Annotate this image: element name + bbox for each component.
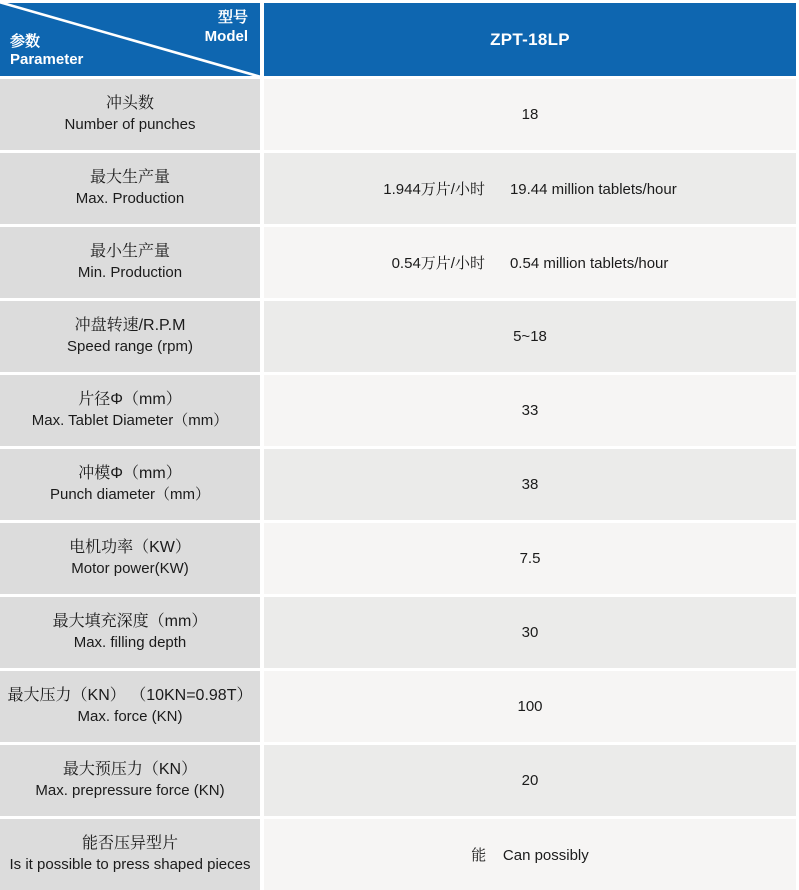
- header-parameter-block: [10, 33, 83, 71]
- header-diagonal-cell: [0, 3, 260, 76]
- row-label-cell: [0, 745, 260, 816]
- row-value-cell: 20: [264, 745, 796, 816]
- row-label-en: Max. prepressure force (KN): [35, 782, 225, 800]
- row-label-cell: [0, 597, 260, 668]
- row-label-cn: 最小生产量: [89, 243, 170, 261]
- table-row: [0, 523, 796, 594]
- table-row: [0, 819, 796, 890]
- header-model-label-en: Model: [204, 27, 248, 45]
- model-value: ZPT-18LP: [490, 29, 570, 49]
- row-label-en: Punch diameter（mm）: [49, 486, 211, 504]
- row-value-cell: 1.944万片/小时 19.44 million tablets/hour: [264, 153, 796, 224]
- row-label-en: Is it possible to press shaped pieces: [9, 856, 251, 874]
- row-value-cell: 0.54万片/小时 0.54 million tablets/hour: [264, 227, 796, 298]
- table-row: [0, 153, 796, 224]
- table-row: [0, 449, 796, 520]
- table-row: [0, 671, 796, 742]
- row-label-en: Speed range (rpm): [67, 338, 193, 356]
- row-label-en: Max. filling depth: [73, 634, 187, 652]
- row-value-cell: 38: [264, 449, 796, 520]
- row-label-cn: 最大预压力（KN）: [62, 761, 198, 779]
- row-label-cn: 冲盘转速/R.P.M: [74, 317, 186, 335]
- row-value-cell: 30: [264, 597, 796, 668]
- table-row: [0, 79, 796, 150]
- row-label-cell: [0, 819, 260, 890]
- row-label-en: Max. force (KN): [77, 708, 183, 726]
- row-label-cell: [0, 671, 260, 742]
- row-value-cell: 5~18: [264, 301, 796, 372]
- row-label-en: Number of punches: [64, 116, 196, 134]
- row-label-en: Max. Production: [75, 190, 185, 208]
- row-label-cn: 能否压异型片: [81, 835, 178, 853]
- header-model-label-cn: 型号: [217, 9, 248, 26]
- row-label-en: Motor power(KW): [71, 560, 189, 578]
- row-label-cn: 片径Φ（mm）: [78, 391, 182, 409]
- table-row: [0, 597, 796, 668]
- header-model-value-cell: [264, 3, 796, 76]
- header-parameter-label-en: Parameter: [10, 51, 84, 69]
- row-label-en: Max. Tablet Diameter（mm）: [31, 412, 229, 430]
- row-label-cn: 电机功率（KW）: [69, 539, 191, 557]
- row-label-en: Min. Production: [77, 264, 183, 282]
- row-label-cell: [0, 375, 260, 446]
- row-label-cell: [0, 79, 260, 150]
- row-label-cn: 最大生产量: [89, 169, 170, 187]
- row-label-cell: [0, 153, 260, 224]
- row-label-cell: [0, 227, 260, 298]
- table-row: [0, 301, 796, 372]
- row-label-cell: [0, 523, 260, 594]
- row-value-cell: 33: [264, 375, 796, 446]
- row-label-cell: [0, 449, 260, 520]
- header-row: [0, 3, 796, 76]
- row-value-cell: 100: [264, 671, 796, 742]
- row-value-cell: 7.5: [264, 523, 796, 594]
- table-row: [0, 227, 796, 298]
- row-label-cell: [0, 301, 260, 372]
- row-value-cell: 18: [264, 79, 796, 150]
- row-label-cn: 冲头数: [105, 95, 154, 113]
- row-value-cell: 能 Can possibly: [264, 819, 796, 890]
- header-parameter-label-cn: 参数: [10, 32, 41, 50]
- table-row: [0, 375, 796, 446]
- row-label-cn: 最大填充深度（mm）: [52, 613, 208, 631]
- table-row: [0, 745, 796, 816]
- row-label-cn: 冲模Φ（mm）: [78, 465, 182, 483]
- row-label-cn: 最大压力（KN） （10KN=0.98T）: [7, 687, 253, 705]
- header-model-block: [205, 9, 248, 47]
